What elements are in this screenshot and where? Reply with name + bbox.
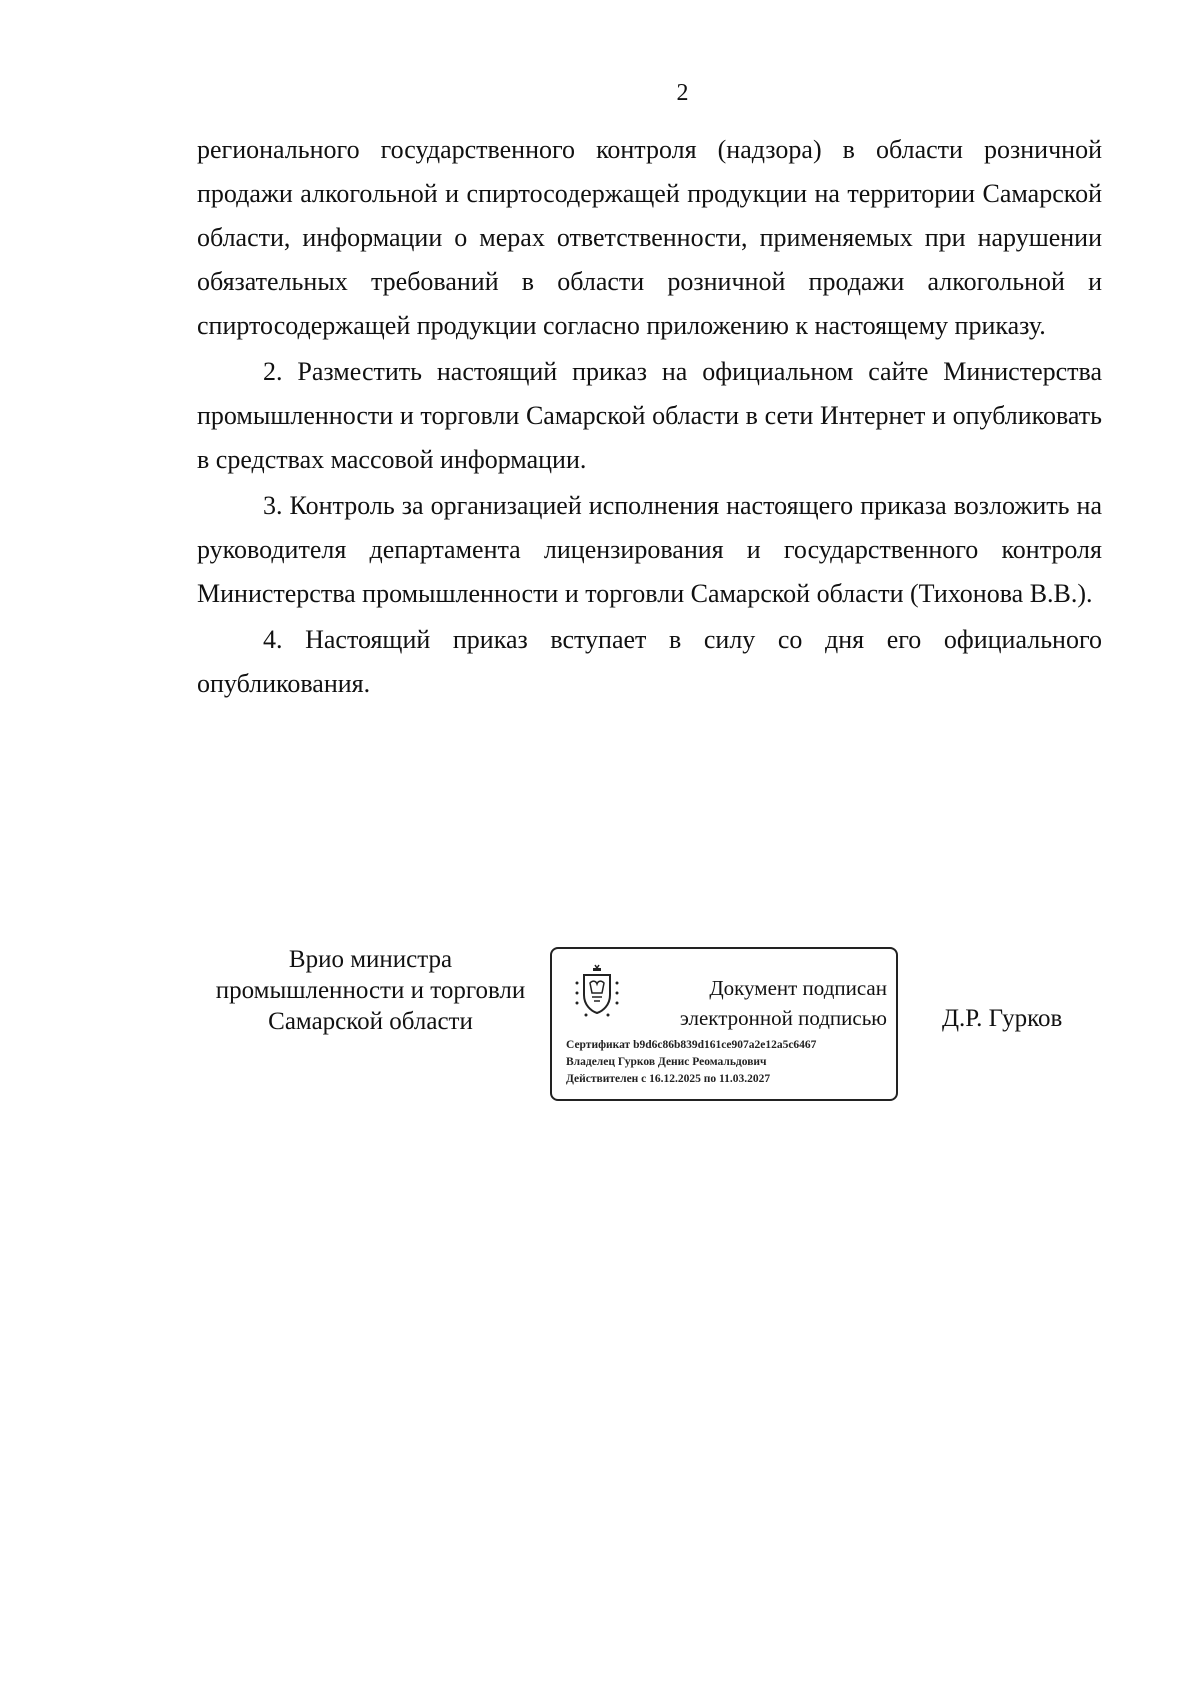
- position-line-3: Самарской области: [268, 1008, 473, 1035]
- electronic-signature-stamp: [550, 947, 898, 1101]
- position-line-1: Врио министра: [288, 946, 453, 973]
- stamp-validity: Действителен с 16.12.2025 по 11.03.2027: [566, 1073, 771, 1085]
- position-line-2: промышленности и торговли: [215, 977, 526, 1004]
- signatory-name: Д.Р. Гурков: [942, 1005, 1063, 1032]
- paragraph-3: 3. Контроль за организацией исполнения настоящего приказа возложить на руководителя департамента лицензирования и государственного контроля Министерства промышленности и торговли Самарской области (Тихонова В.В.).: [197, 491, 1102, 608]
- page-number: 2: [676, 80, 689, 106]
- stamp-owner: Владелец Гурков Денис Реомальдович: [566, 1056, 767, 1068]
- stamp-details: [566, 1037, 891, 1088]
- paragraph-4: 4. Настоящий приказ вступает в силу со дня его официального опубликования.: [197, 625, 1102, 698]
- stamp-certificate: Сертификат b9d6c86b839d161ce907a2e12a5c6467: [566, 1039, 817, 1051]
- stamp-heading-line-2: электронной подписью: [679, 1006, 887, 1030]
- paragraph-continuation: регионального государственного контроля (надзора) в области розничной продажи алкогольной и спиртосодержащей продукции на территории Самарской области, информации о мерах ответственности, применяемых при нарушении обязательных требований в области розничной продажи алкогольной и спиртосодержащей продукции согласно приложению к настоящему приказу.: [197, 135, 1102, 340]
- document-body: [197, 128, 1102, 706]
- stamp-heading-line-1: Документ подписан: [709, 976, 887, 1000]
- signatory-position: [198, 944, 543, 1037]
- paragraph-2: 2. Разместить настоящий приказ на официальном сайте Министерства промышленности и торговли Самарской области в сети Интернет и опубликовать в средствах массовой информации.: [197, 357, 1102, 474]
- coat-of-arms-icon: [572, 963, 622, 1019]
- stamp-heading: [642, 973, 887, 1033]
